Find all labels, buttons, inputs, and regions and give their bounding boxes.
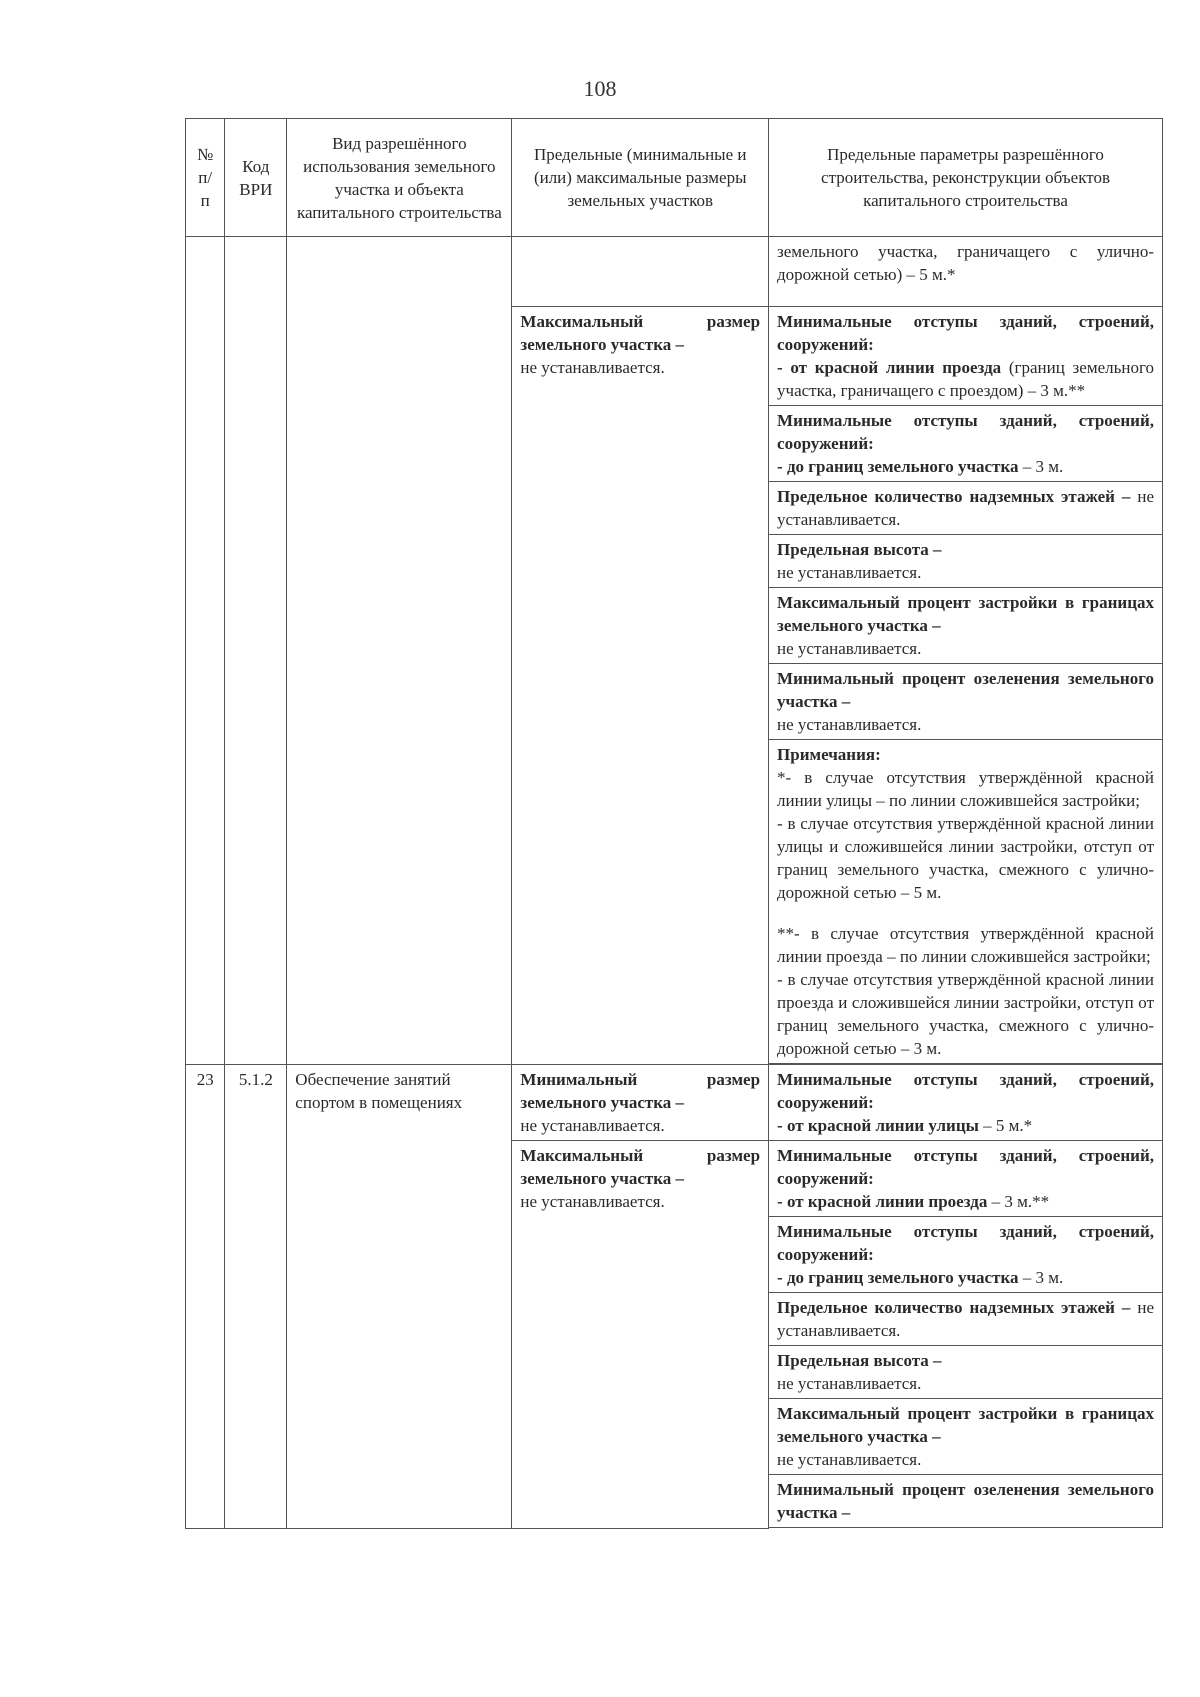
cell-code [225,237,287,1065]
header-row [186,119,1163,237]
cell-use: Обеспечение занятий спортом в помещениях [287,1065,512,1529]
param-label: Максимальный процент застройки в границах земельного участка – [777,1404,1154,1446]
header-code: Код ВРИ [225,119,287,237]
param-label: - до границ земельного участка [777,1268,1019,1287]
param-floors [769,482,1163,535]
note: - в случае отсутствия утверждённой красной линии улицы и сложившейся линии застройки, отступ от границ земельного участка, смежного с улично-дорожной сетью – 5 м. [777,814,1154,902]
param-coverage [769,1399,1163,1475]
param-greenery [769,664,1163,740]
header-num: № п/п [186,119,225,237]
cell-max-size [512,1141,769,1529]
param-value: не устанавливается. [777,1374,922,1393]
cell-params-cont: земельного участка, граничащего с улично-дорожной сетью) – 5 м.* [769,237,1163,307]
cell-size-cont [512,237,769,307]
param-label: Максимальный процент застройки в границах земельного участка – [777,593,1154,635]
note: *- в случае отсутствия утверждённой красной линии улицы – по линии сложившейся застройки; [777,768,1154,810]
param-value: – 3 м. [1018,1268,1064,1287]
param-label: Минимальный процент озеленения земельного участка – [777,1480,1154,1522]
param-label: Минимальные отступы зданий, строений, сооружений: [777,1222,1154,1264]
param-label: Минимальные отступы зданий, строений, сооружений: [777,312,1154,354]
header-size: Предельные (минимальные и (или) максимальные размеры земельных участков [512,119,769,237]
cell-code: 5.1.2 [225,1065,287,1529]
max-size-label: Максимальный размер земельного участка – [520,1146,761,1188]
cell-num: 23 [186,1065,225,1529]
param-label: Минимальный процент озеленения земельного участка – [777,669,1154,711]
max-size-label: Максимальный размер земельного участка – [520,312,761,354]
param-label: Минимальные отступы зданий, строений, сооружений: [777,411,1154,453]
page-number: 108 [583,76,617,101]
param-coverage [769,588,1163,664]
param-setback-boundary [769,406,1163,482]
min-size-value: не устанавливается. [520,1116,665,1135]
param-value: – 3 м. [1018,457,1064,476]
cell-num [186,237,225,1065]
table-row [186,1065,1163,1141]
param-value: не устанавливается. [777,1298,1154,1340]
header-params: Предельные параметры разрешённого строительства, реконструкции объектов капитального строительства [769,119,1163,237]
table-row [186,237,1163,307]
min-size-label: Минимальный размер земельного участка – [520,1070,761,1112]
param-label: - от красной линии проезда [777,1192,988,1211]
param-floors [769,1293,1163,1346]
param-label: Предельная высота – [777,540,942,559]
param-setback-street [769,1065,1163,1141]
max-size-value: не устанавливается. [520,358,665,377]
param-label: Предельное количество надземных этажей – [777,487,1131,506]
param-label: Предельная высота – [777,1351,942,1370]
param-height [769,535,1163,588]
param-value: не устанавливается. [777,563,922,582]
max-size-value: не устанавливается. [520,1192,665,1211]
regulations-table [185,118,1163,1529]
param-label: - до границ земельного участка [777,457,1019,476]
param-value: (границ земельного участка, граничащего с проездом) – 3 м.** [777,358,1155,400]
cell-use [287,237,512,1065]
param-label: - от красной линии улицы [777,1116,979,1135]
note: **- в случае отсутствия утверждённой красной линии проезда – по линии сложившейся застройки; [777,924,1154,966]
param-value: – 5 м.* [978,1116,1033,1135]
param-value: не устанавливается. [777,715,922,734]
param-value: не устанавливается. [777,639,922,658]
param-setback-passage [769,1141,1163,1217]
param-label: Минимальные отступы зданий, строений, сооружений: [777,1070,1154,1112]
param-setback-passage [769,307,1163,406]
notes-title: Примечания: [777,745,881,764]
param-setback-boundary [769,1217,1163,1293]
param-label: Минимальные отступы зданий, строений, сооружений: [777,1146,1154,1188]
param-label: Предельное количество надземных этажей – [777,1298,1131,1317]
param-height [769,1346,1163,1399]
header-use: Вид разрешённого использования земельного участка и объекта капитального строительства [287,119,512,237]
note: - в случае отсутствия утверждённой красной линии проезда и сложившейся линии застройки, отступ от границ земельного участка, смежного с улично-дорожной сетью – 3 м. [777,970,1154,1058]
param-greenery [769,1475,1163,1528]
param-value: – 3 м.** [987,1192,1050,1211]
cell-max-size [512,307,769,1065]
cell-min-size [512,1065,769,1141]
param-value: не устанавливается. [777,487,1154,529]
param-value: не устанавливается. [777,1450,922,1469]
param-label: - от красной линии проезда [777,358,1002,377]
notes [769,740,1163,1064]
